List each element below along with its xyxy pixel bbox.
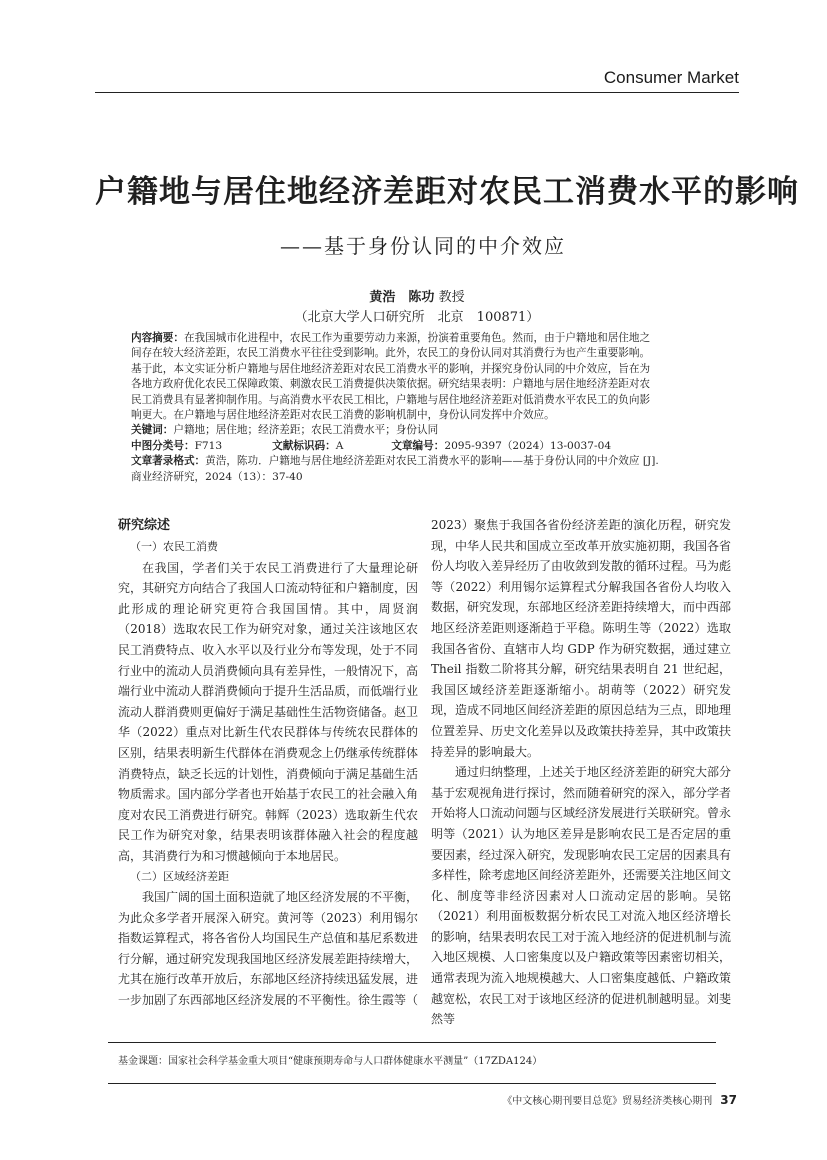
keywords-label: 关键词： <box>131 424 174 437</box>
abstract-line: 基于此，本文实证分析户籍地与居住地经济差距对农民工消费水平的影响，并探究身份认同的中介效应，旨在为 <box>131 362 651 375</box>
citation-line <box>131 454 716 469</box>
paragraph-continued: 2023）聚焦于我国各省份经济差距的演化历程，研究发现，中华人民共和国成立至改革开放实施初期，我国各省份人均收入差异经历了由收敛到发散的循环过程。马为彪等（2022）利用锡尔运算程式分解我国各省份人均收入数据，研究发现，东部地区经济差距持续增大，而中西部地区经济差距则逐渐趋于平稳。陈明生等（2022）选取我国各省份、直辖市人均 GDP 作为研究数据，通过建立 Theil 指数二阶将其分解，研究结果表明自 21 世纪起，我国区域经济差距逐渐缩小。胡萌等（2022）研究发现，造成不同地区间经济差距的原因总结为三点，即地理位置差异、历史文化差异以及政策扶持差异，其中政策扶持差异的影响最大。 <box>431 518 732 759</box>
paragraph: 通过归纳整理，上述关于地区经济差距的研究大部分基于宏观视角进行探讨，然而随着研究的深入，部分学者开始将人口流动问题与区域经济发展进行关联研究。曾永明等（2021）认为地区差异是影响农民工是否定居的重要因素，经过深入研究，发现影响农民工定居的因素具有多样性，除考虑地区间经济差距外，还需要关注地区间文化、制度等非经济因素对人口流动定居的影响。吴铭（2021）利用面板数据分析农民工对流入地区经济增长的影响，结果表明农民工对于流入地经济的促进机制与流入地区规模、人口密集度以及户籍政策等因素密切相关，通常表现为流入地规模越大、人口密集度越低、户籍政策越宽松，农民工对于该地区经济的促进机制越明显。刘斐然等 <box>431 765 732 1027</box>
funding-footnote: 基金课题：国家社会科学基金重大项目“健康预期寿命与人口群体健康水平测量”（17ZDA124） <box>118 1056 543 1067</box>
author-names: 黄浩 陈功 <box>369 290 435 305</box>
right-column <box>431 515 731 1030</box>
paragraph: 我国广阔的国土面积造就了地区经济发展的不平衡，为此众多学者开展深入研究。黄河等（2023）利用锡尔指数运算程式，将各省份人均国民生产总值和基尼系数进行分解，通过研究发现我国地区经济发展差距持续增大，尤其在施行改革开放后，东部地区经济持续迅猛发展，进一步加剧了东西部地区经济发展的不平衡性。徐生霞等（ <box>118 890 419 1008</box>
front-matter <box>131 331 716 485</box>
header-rule <box>95 92 739 93</box>
citation-label: 文章著录格式： <box>131 455 206 468</box>
journal-note: 《中文核心期刊要目总览》贸易经济类核心期刊 <box>502 1096 713 1107</box>
doc-code-value: A <box>335 439 344 452</box>
clc-label: 中图分类号： <box>131 439 195 452</box>
section-heading: 研究综述 <box>118 518 171 533</box>
subsection-heading: （二）区域经济差距 <box>130 869 229 883</box>
classification-line <box>131 439 716 454</box>
citation-text: 黄浩，陈功．户籍地与居住地经济差距对农民工消费水平的影响——基于身份认同的中介效应 [J]. <box>205 455 659 468</box>
abstract-line: 各地方政府优化农民工保障政策、刺激农民工消费提供决策依据。研究结果表明：户籍地与居住地经济差距对农 <box>131 378 651 391</box>
abstract-line: 民工消费具有显著抑制作用。与高消费水平农民工相比，户籍地与居住地经济差距对低消费水平农民工的负向影 <box>131 393 651 406</box>
article-no-value: 2095-9397（2024）13-0037-04 <box>444 439 612 452</box>
page-footer <box>502 1092 737 1107</box>
clc-value: F713 <box>194 439 223 452</box>
keywords-line <box>131 423 716 438</box>
article-no-label: 文章编号： <box>391 439 445 452</box>
page-number: 37 <box>720 1093 737 1107</box>
article-title: 户籍地与居住地经济差距对农民工消费水平的影响 <box>95 174 799 210</box>
doc-code-label: 文献标识码： <box>272 439 336 452</box>
author-line <box>95 286 739 305</box>
footer-rule <box>108 1083 716 1084</box>
abstract-label: 内容摘要： <box>131 332 184 344</box>
citation-line: 商业经济研究，2024（13）：37-40 <box>131 470 303 483</box>
subsection-heading: （一）农民工消费 <box>130 540 218 553</box>
abstract-line <box>131 331 716 346</box>
keywords-text: 户籍地；居住地；经济差距；农民工消费水平；身份认同 <box>173 424 439 437</box>
footnote-rule <box>108 1042 716 1043</box>
article-subtitle: ——基于身份认同的中介效应 <box>280 234 566 258</box>
left-column <box>118 515 418 1011</box>
paragraph: 在我国，学者们关于农民工消费进行了大量理论研究，其研究方向结合了我国人口流动特征和户籍制度，因此形成的理论研究更符合我国国情。其中，周贤润（2018）选取农民工作为研究对象，通过关注该地区农民工消费特点、收入水平以及行业分布等发现，处于不同行业中的流动人员消费倾向具有差异性，一般情况下，高端行业中流动人群消费倾向于提升生活品质，而低端行业流动人群消费则更偏好于满足基础性生活物资储备。赵卫华（2022）重点对比新生代农民群体与传统农民群体的区别，结果表明新生代群体在消费观念上仍继承传统群体消费特点，缺乏长远的计划性，消费倾向于满足基础生活物质需求。国内部分学者也开始基于农民工的社会融入角度对农民工消费进行研究。韩辉（2023）选取新生代农民工作为研究对象，结果表明该群体融入社会的程度越高，其消费行为和习惯越倾向于本地居民。 <box>118 560 419 863</box>
abstract-text: 在我国城市化进程中，农民工作为重要劳动力来源，扮演着重要角色。然而，由于户籍地和居住地之 <box>183 332 651 344</box>
section-label: Consumer Market <box>603 68 739 87</box>
abstract-line: 响更大。在户籍地与居住地经济差距对农民工消费的影响机制中，身份认同发挥中介效应。 <box>131 409 555 422</box>
abstract-line: 间存在较大经济差距，农民工消费水平往往受到影响。此外，农民工的身份认同对其消费行为也产生重要影响。 <box>131 347 651 360</box>
affiliation: （北京大学人口研究所 北京 100871） <box>294 310 540 325</box>
author-role: 教授 <box>438 290 465 305</box>
